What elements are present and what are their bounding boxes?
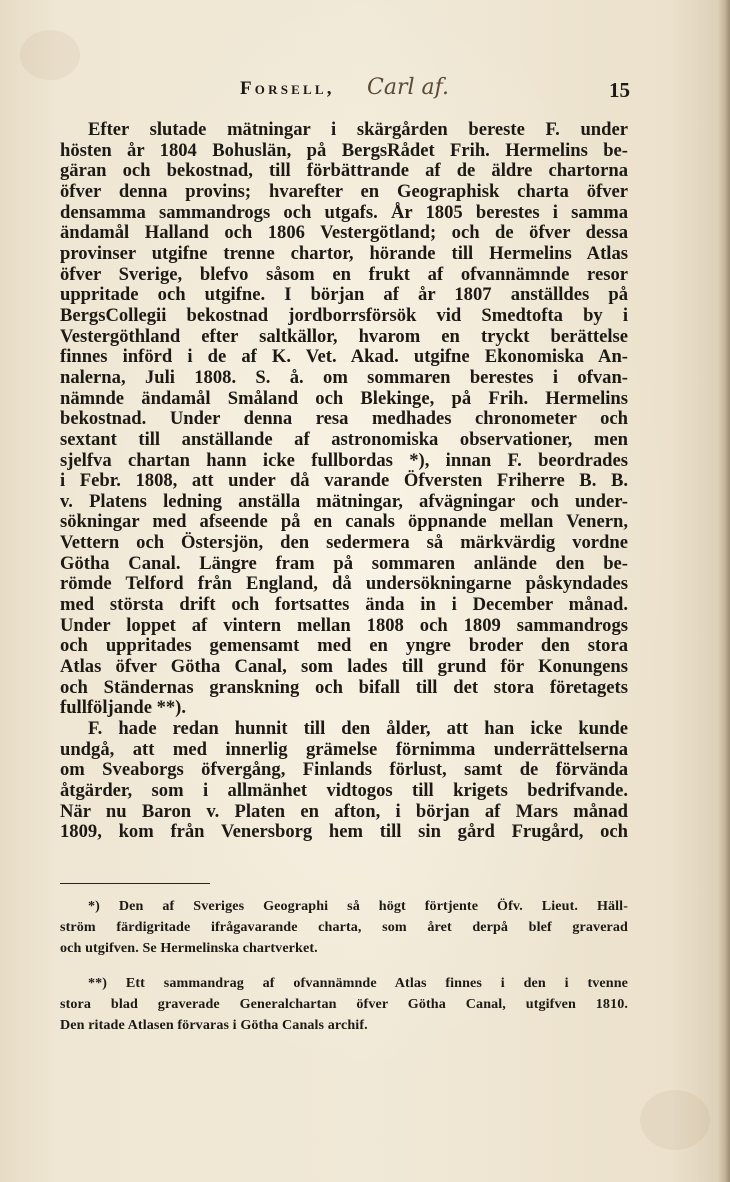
text-line: undgå, att med innerlig grämelse förnimma underrättelserna xyxy=(60,738,628,760)
text-line: hösten år 1804 Bohuslän, på BergsRådet Frih. Hermelins be- xyxy=(60,139,628,161)
text-line: BergsCollegii bekostnad jordborrsförsök vid Smedtofta by i xyxy=(60,304,628,326)
handwritten-annotation: Carl af. xyxy=(367,75,449,100)
text-line: bekostnad. Under denna resa medhades chronometer och xyxy=(60,408,628,430)
text-line: åtgärder, som i allmänhet vidtogos till krigets bedrifvande. xyxy=(60,780,628,801)
paragraph-2 xyxy=(60,719,628,843)
footnote-rule xyxy=(60,883,210,884)
text-line: nalerna, Juli 1808. S. å. om sommaren berestes i ofvan- xyxy=(60,366,628,388)
text-line: gäran och bekostnad, till förbättrande af de äldre chartorna xyxy=(60,160,628,182)
running-head xyxy=(150,75,630,108)
text-line: F. hade redan hunnit till den ålder, att han icke kunde xyxy=(88,718,628,740)
text-line: öfver denna provins; hvarefter en Geographisk charta öfver xyxy=(60,180,628,202)
text-line: och uppritades gemensamt med en yngre broder den stora xyxy=(60,635,628,657)
footnote-line: ström färdigritade ifrågavarande charta, som året derpå blef graverad xyxy=(60,918,628,935)
text-line: 1809, kom från Venersborg hem till sin gård Frugård, och xyxy=(60,821,628,843)
text-line: Vestergöthland efter saltkällor, hvarom en tryckt berättelse xyxy=(60,325,628,347)
main-text xyxy=(60,120,628,843)
text-line: sjelfva chartan hann icke fullbordas *), innan F. beordrades xyxy=(60,449,628,471)
text-line: Efter slutade mätningar i skärgården bereste F. under xyxy=(88,119,628,140)
text-line: nämnde ändamål Småland och Blekinge, på Frih. Hermelins xyxy=(60,387,628,409)
footnote-line: **) Ett sammandrag af ofvannämnde Atlas finnes i den i tvenne xyxy=(88,974,628,991)
text-line: fullföljande **). xyxy=(60,697,187,719)
footnotes xyxy=(60,896,628,1035)
text-line: öfver Sverige, blefvo såsom en frukt af ofvannämnde resor xyxy=(60,263,628,285)
page-edge-shadow xyxy=(718,0,730,1182)
footnote-line: *) Den af Sveriges Geographi så högt förtjente Öfv. Lieut. Häll- xyxy=(88,898,628,914)
footnote-1 xyxy=(60,896,628,959)
text-line: i Febr. 1808, att under då varande Öfversten Friherre B. B. xyxy=(60,470,628,492)
footnote-line: stora blad graverade Generalchartan öfver Götha Canal, utgifven 1810. xyxy=(60,995,628,1012)
footnote-2 xyxy=(60,973,628,1036)
paper-stain xyxy=(640,1090,710,1150)
text-line: densamma sammandrogs och utgafs. År 1805 berestes i samma xyxy=(60,201,628,223)
text-line: När nu Baron v. Platen en afton, i början af Mars månad xyxy=(60,800,628,822)
text-line: provinser utgifne trenne chartor, hörande till Hermelins Atlas xyxy=(60,242,628,264)
text-line: och Ständernas granskning och bifall till det stora företagets xyxy=(60,676,628,698)
page-number: 15 xyxy=(609,78,630,102)
text-line: Atlas öfver Götha Canal, som lades till grund för Konungens xyxy=(60,656,628,678)
text-line: ändamål Halland och 1806 Vestergötland; och de öfver dessa xyxy=(60,222,628,244)
text-line: v. Platens ledning anställa mätningar, afvägningar och under- xyxy=(60,490,628,512)
text-line: om Sveaborgs öfvergång, Finlands förlust, samt de förvända xyxy=(60,759,628,781)
text-line: römde Telford från England, då undersökningarne påskyndades xyxy=(60,573,628,595)
text-line: finnes införd i de af K. Vet. Akad. utgifne Ekonomiska An- xyxy=(60,346,628,368)
text-line: Under loppet af vintern mellan 1808 och 1809 sammandrogs xyxy=(60,614,628,636)
running-head-name: Forsell, xyxy=(240,78,335,99)
paper-stain xyxy=(20,30,80,80)
paragraph-1 xyxy=(60,120,628,719)
text-line: sextant till anställande af astronomiska observationer, men xyxy=(60,428,628,450)
footnote-line: Den ritade Atlasen förvaras i Götha Canals archif. xyxy=(60,1016,368,1033)
text-line: med största drift och fortsattes ända in i December månad. xyxy=(60,594,628,616)
footnote-gap xyxy=(60,959,628,973)
text-line: Vettern och Östersjön, den sedermera så märkvärdig vordne xyxy=(60,532,628,554)
text-line: Götha Canal. Längre fram på sommaren anlände den be- xyxy=(60,552,628,574)
text-line: uppritade och utgifne. I början af år 1807 anställdes på xyxy=(60,284,628,306)
text-line: sökningar med afseende på en canals öppnande mellan Venern, xyxy=(60,511,628,533)
footnote-line: och utgifven. Se Hermelinska chartverket. xyxy=(60,939,318,956)
